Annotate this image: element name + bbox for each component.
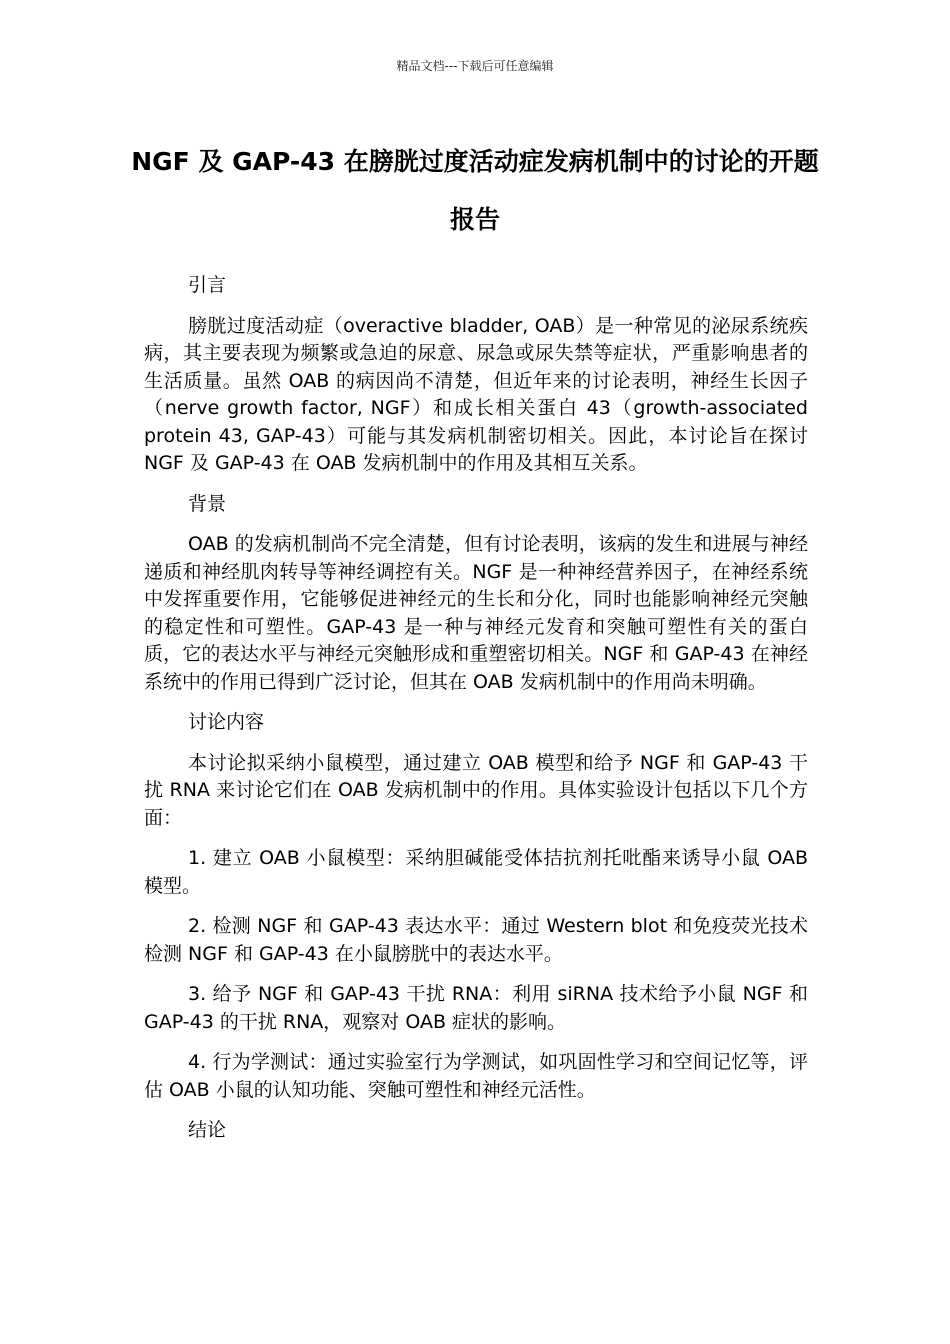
- list-item-4: 4. 行为学测试：通过实验室行为学测试，如巩固性学习和空间记忆等，评估 OAB 小鼠的认知功能、突触可塑性和神经元活性。: [144, 1051, 808, 1101]
- page-header-note: 精品文档---下载后可任意编辑: [396, 59, 554, 73]
- document-title: NGF 及 GAP-43 在膀胱过度活动症发病机制中的讨论的开题报告: [131, 147, 819, 234]
- paragraph-content: 本讨论拟采纳小鼠模型，通过建立 OAB 模型和给予 NGF 和 GAP-43 干扰 RNA 来讨论它们在 OAB 发病机制中的作用。具体实验设计包括以下几个方面：: [144, 751, 808, 829]
- paragraph-intro: 膀胱过度活动症（overactive bladder, OAB）是一种常见的泌尿系统疾病，其主要表现为频繁或急迫的尿意、尿急或尿失禁等症状，严重影响患者的生活质量。虽然 OAB 的病因尚不清楚，但近年来的讨论表明，神经生长因子（nerve growth factor, NGF）和成长相关蛋白 43（growth-associated protein 43, GAP-43）可能与其发病机制密切相关。因此，本讨论旨在探讨 NGF 及 GAP-43 在 OAB 发病机制中的作用及其相互关系。: [144, 314, 808, 474]
- list-item-3: 3. 给予 NGF 和 GAP-43 干扰 RNA：利用 siRNA 技术给予小鼠 NGF 和 GAP-43 的干扰 RNA，观察对 OAB 症状的影响。: [144, 983, 808, 1033]
- document-body: [144, 272, 808, 1158]
- section-heading-content: 讨论内容: [188, 711, 265, 733]
- list-item-1: 1. 建立 OAB 小鼠模型：采纳胆碱能受体拮抗剂托吡酯来诱导小鼠 OAB 模型。: [144, 847, 808, 897]
- paragraph-background: OAB 的发病机制尚不完全清楚，但有讨论表明，该病的发生和进展与神经递质和神经肌肉转导等神经调控有关。NGF 是一种神经营养因子，在神经系统中发挥重要作用，它能够促进神经元的生长和分化，同时也能影响神经元突触的稳定性和可塑性。GAP-43 是一种与神经元发育和突触可塑性有关的蛋白质，它的表达水平与神经元突触形成和重塑密切相关。NGF 和 GAP-43 在神经系统中的作用已得到广泛讨论，但其在 OAB 发病机制中的作用尚未明确。: [144, 533, 808, 693]
- section-heading-intro: 引言: [188, 274, 227, 296]
- list-item-2: 2. 检测 NGF 和 GAP-43 表达水平：通过 Western blot 和免疫荧光技术检测 NGF 和 GAP-43 在小鼠膀胱中的表达水平。: [144, 915, 808, 965]
- section-heading-background: 背景: [188, 492, 227, 515]
- section-heading-conclusion: 结论: [188, 1119, 227, 1141]
